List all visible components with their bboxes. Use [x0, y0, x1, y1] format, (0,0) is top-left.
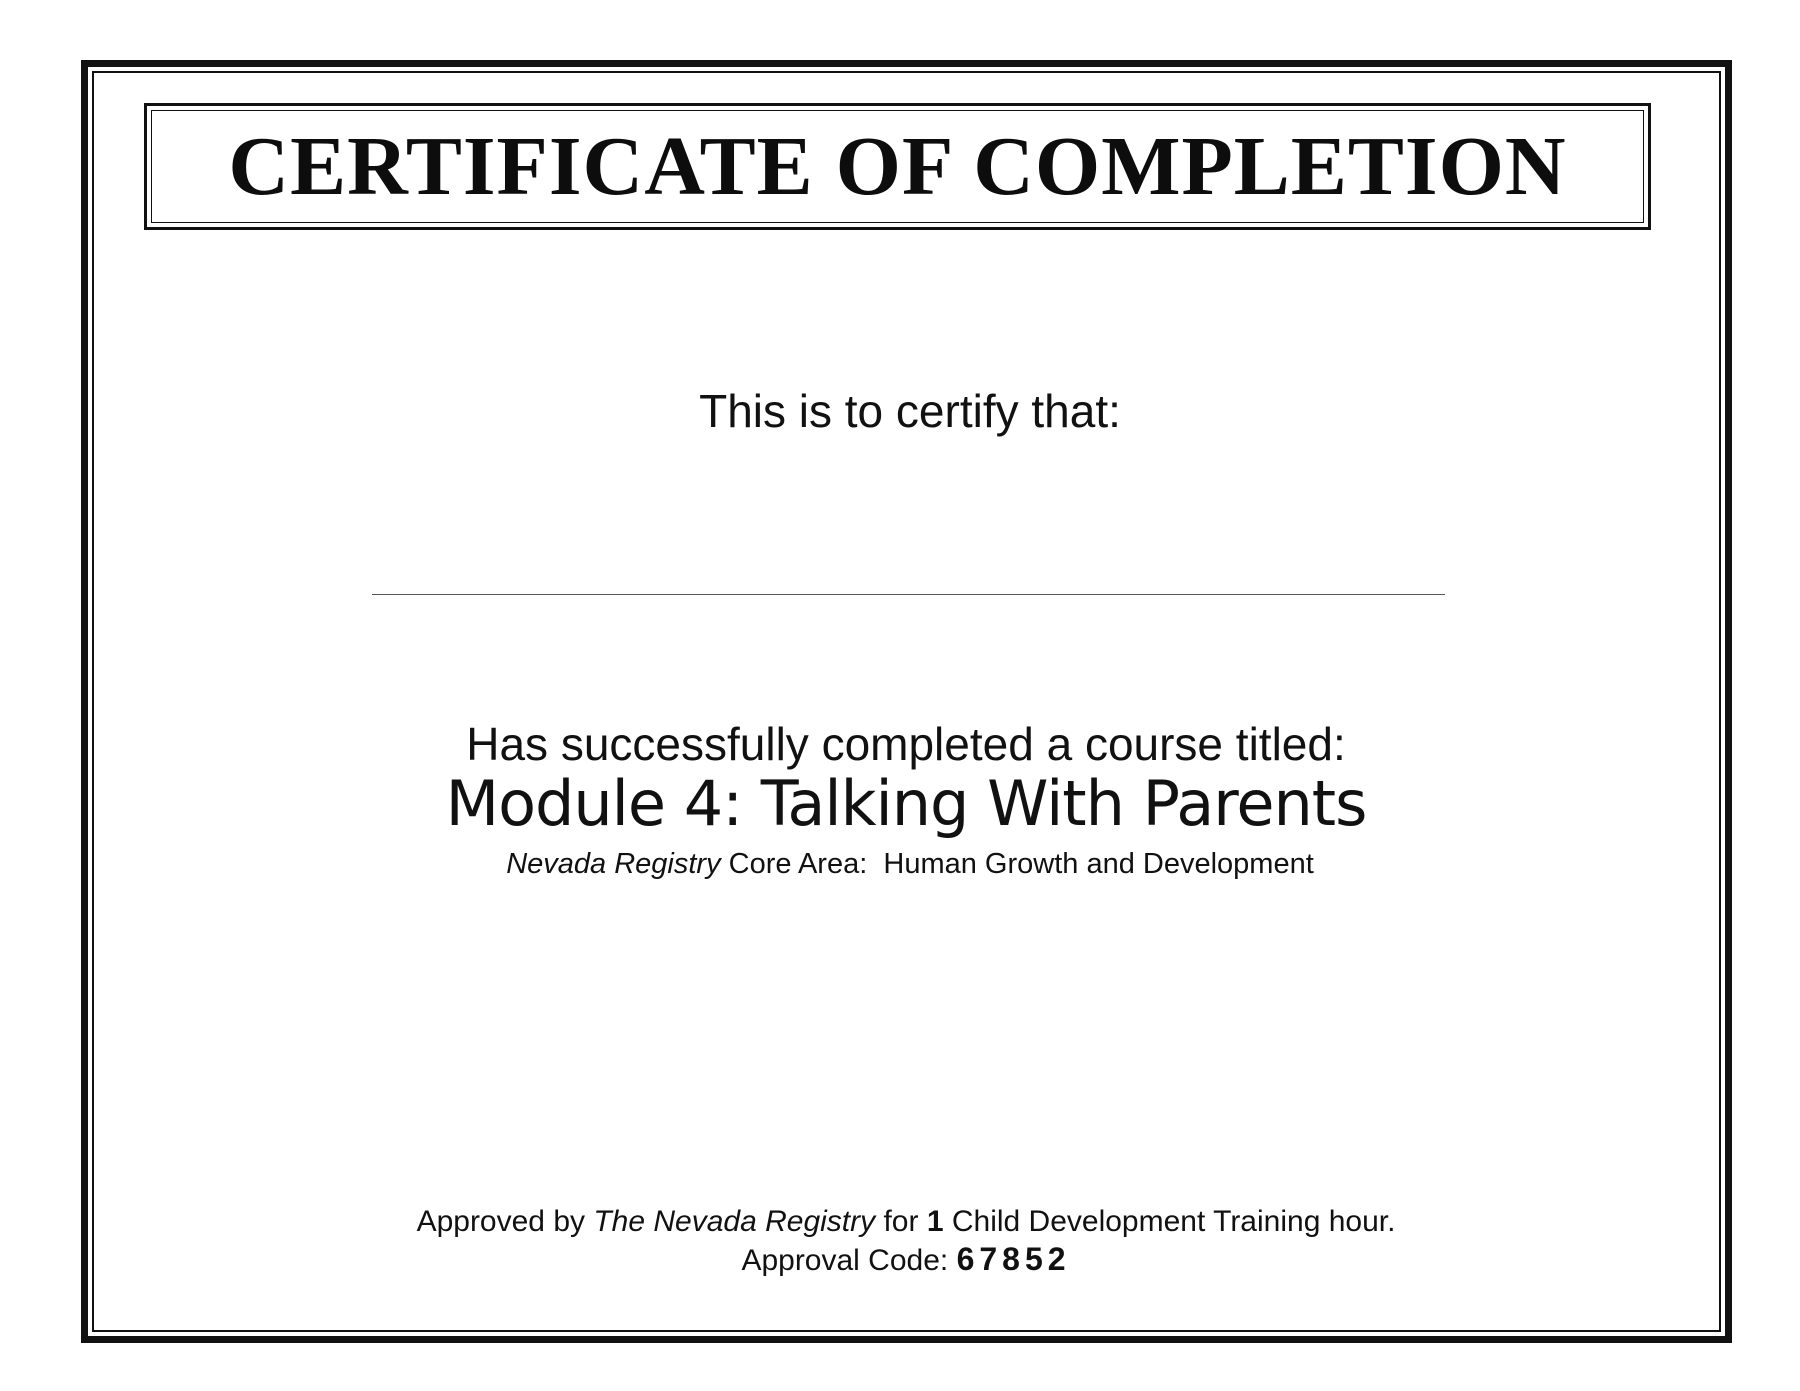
approval-prefix: Approved by [416, 1205, 594, 1238]
approval-code-label: Approval Code: [741, 1244, 957, 1277]
core-area-line [10, 848, 1800, 881]
approval-suffix: Child Development Training hour. [943, 1205, 1396, 1238]
approval-code-value: 67852 [956, 1241, 1071, 1277]
approval-registry: The Nevada Registry [593, 1205, 876, 1238]
core-area-registry-name: Nevada Registry [506, 848, 721, 880]
certificate-title: CERTIFICATE OF COMPLETION [228, 120, 1567, 213]
approval-middle: for [875, 1205, 927, 1238]
certify-text: This is to certify that: [699, 385, 1121, 437]
core-area-label: Core Area: [720, 848, 884, 880]
approval-statement [6, 1205, 1800, 1239]
course-title: Module 4: Talking With Parents [445, 767, 1367, 840]
completed-text: Has successfully completed a course titled: [466, 718, 1346, 770]
title-box [144, 103, 1651, 230]
certificate-outer-border [81, 60, 1732, 1343]
certificate-inner-border [92, 71, 1721, 1332]
recipient-name-line [372, 594, 1445, 595]
approval-code-line [6, 1241, 1800, 1278]
approval-hours: 1 [926, 1205, 944, 1238]
core-area-value: Human Growth and Development [883, 848, 1314, 880]
